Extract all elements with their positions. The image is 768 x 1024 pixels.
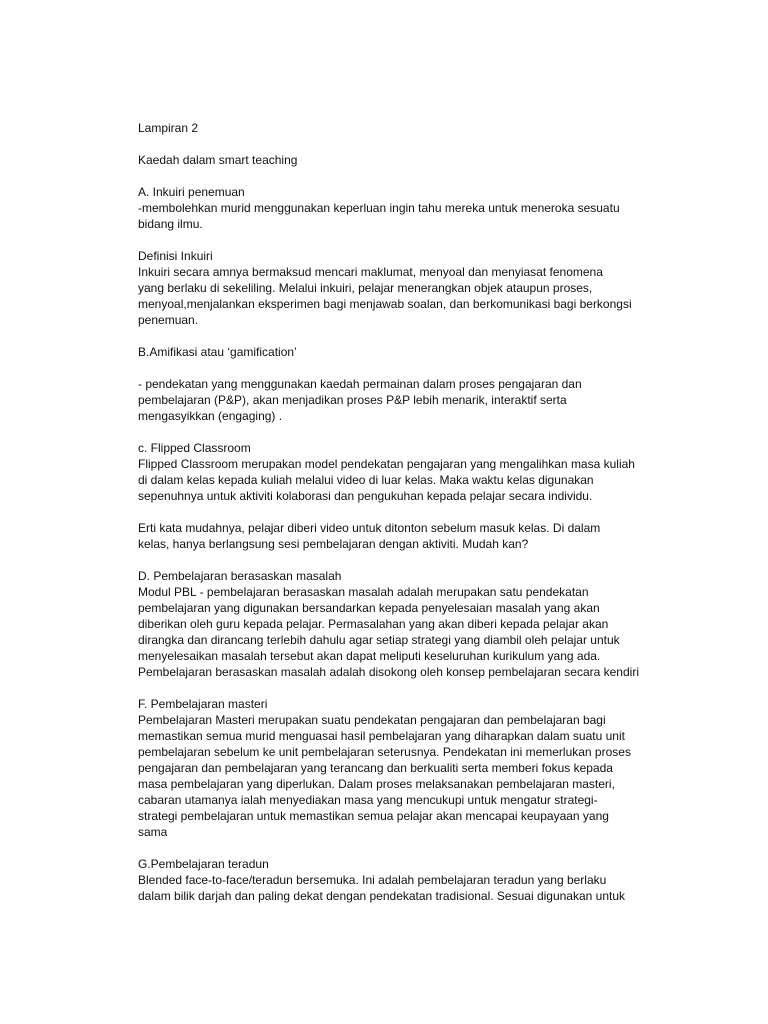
definition-body: Inkuiri secara amnya bermaksud mencari maklumat, menyoal dan menyiasat fenomena yang berlaku di sekeliling. Melalui inkuiri, pelajar menerangkan objek ataupun proses, menyoal,menjalankan eksperimen bagi menjawab soalan, dan berkomunikasi bagi berkongsi penemuan. xyxy=(138,265,632,327)
section-c-body-2: Erti kata mudahnya, pelajar diberi video untuk ditonton sebelum masuk kelas. Di dalam kelas, hanya berlangsung sesi pembelajaran dengan aktiviti. Mudah kan? xyxy=(138,521,601,551)
section-d-heading: D. Pembelajaran berasaskan masalah xyxy=(138,569,342,583)
section-f-heading: F. Pembelajaran masteri xyxy=(138,697,268,711)
section-b-heading: B.Amifikasi atau ‘gamification’ xyxy=(138,345,297,359)
doc-subtitle: Kaedah dalam smart teaching xyxy=(138,153,298,167)
doc-title: Lampiran 2 xyxy=(138,121,199,135)
section-a-heading: A. Inkuiri penemuan xyxy=(138,185,245,199)
section-a-body: -membolehkan murid menggunakan keperluan ingin tahu mereka untuk meneroka sesuatu bidang ilmu. xyxy=(138,201,620,231)
section-c-heading: c. Flipped Classroom xyxy=(138,441,251,455)
definition-heading: Definisi Inkuiri xyxy=(138,249,213,263)
document-page xyxy=(138,120,698,904)
section-d-body: Modul PBL - pembelajaran berasaskan masalah adalah merupakan satu pendekatan pembelajaran yang digunakan bersandarkan kepada penyelesaian masalah yang akan diberikan oleh guru kepada pelajar. Permasalahan yang akan diberi kepada pelajar akan dirangka dan dirancang terlebih dahulu agar setiap strategi yang diambil oleh pelajar untuk menyelesaikan masalah tersebut akan dapat meliputi keseluruhan kurikulum yang ada. Pembelajaran berasaskan masalah adalah disokong oleh konsep pembelajaran secara kendiri xyxy=(138,585,639,679)
section-b-body: - pendekatan yang menggunakan kaedah permainan dalam proses pengajaran dan pembelajaran (P&P), akan menjadikan proses P&P lebih menarik, interaktif serta mengasyikkan (engaging) . xyxy=(138,377,582,423)
section-g-heading: G.Pembelajaran teradun xyxy=(138,857,269,871)
section-f-body: Pembelajaran Masteri merupakan suatu pendekatan pengajaran dan pembelajaran bagi memastikan semua murid menguasai hasil pembelajaran yang diharapkan dalam suatu unit pembelajaran sebelum ke unit pembelajaran seterusnya. Pendekatan ini memerlukan proses pengajaran dan pembelajaran yang terancang dan berkualiti serta memberi fokus kepada masa pembelajaran yang diperlukan. Dalam proses melaksanakan pembelajaran masteri, cabaran utamanya ialah menyediakan masa yang mencukupi untuk mengatur strategi- strategi pembelajaran untuk memastikan semua pelajar akan mencapai keupayaan yang sama xyxy=(138,713,631,839)
section-g-body: Blended face-to-face/teradun bersemuka. Ini adalah pembelajaran teradun yang berlaku dalam bilik darjah dan paling dekat dengan pendekatan tradisional. Sesuai digunakan untuk xyxy=(138,873,626,903)
section-c-body: Flipped Classroom merupakan model pendekatan pengajaran yang mengalihkan masa kuliah di dalam kelas kepada kuliah melalui video di luar kelas. Maka waktu kelas digunakan sepenuhnya untuk aktiviti kolaborasi dan pengukuhan kepada pelajar secara individu. xyxy=(138,457,635,503)
